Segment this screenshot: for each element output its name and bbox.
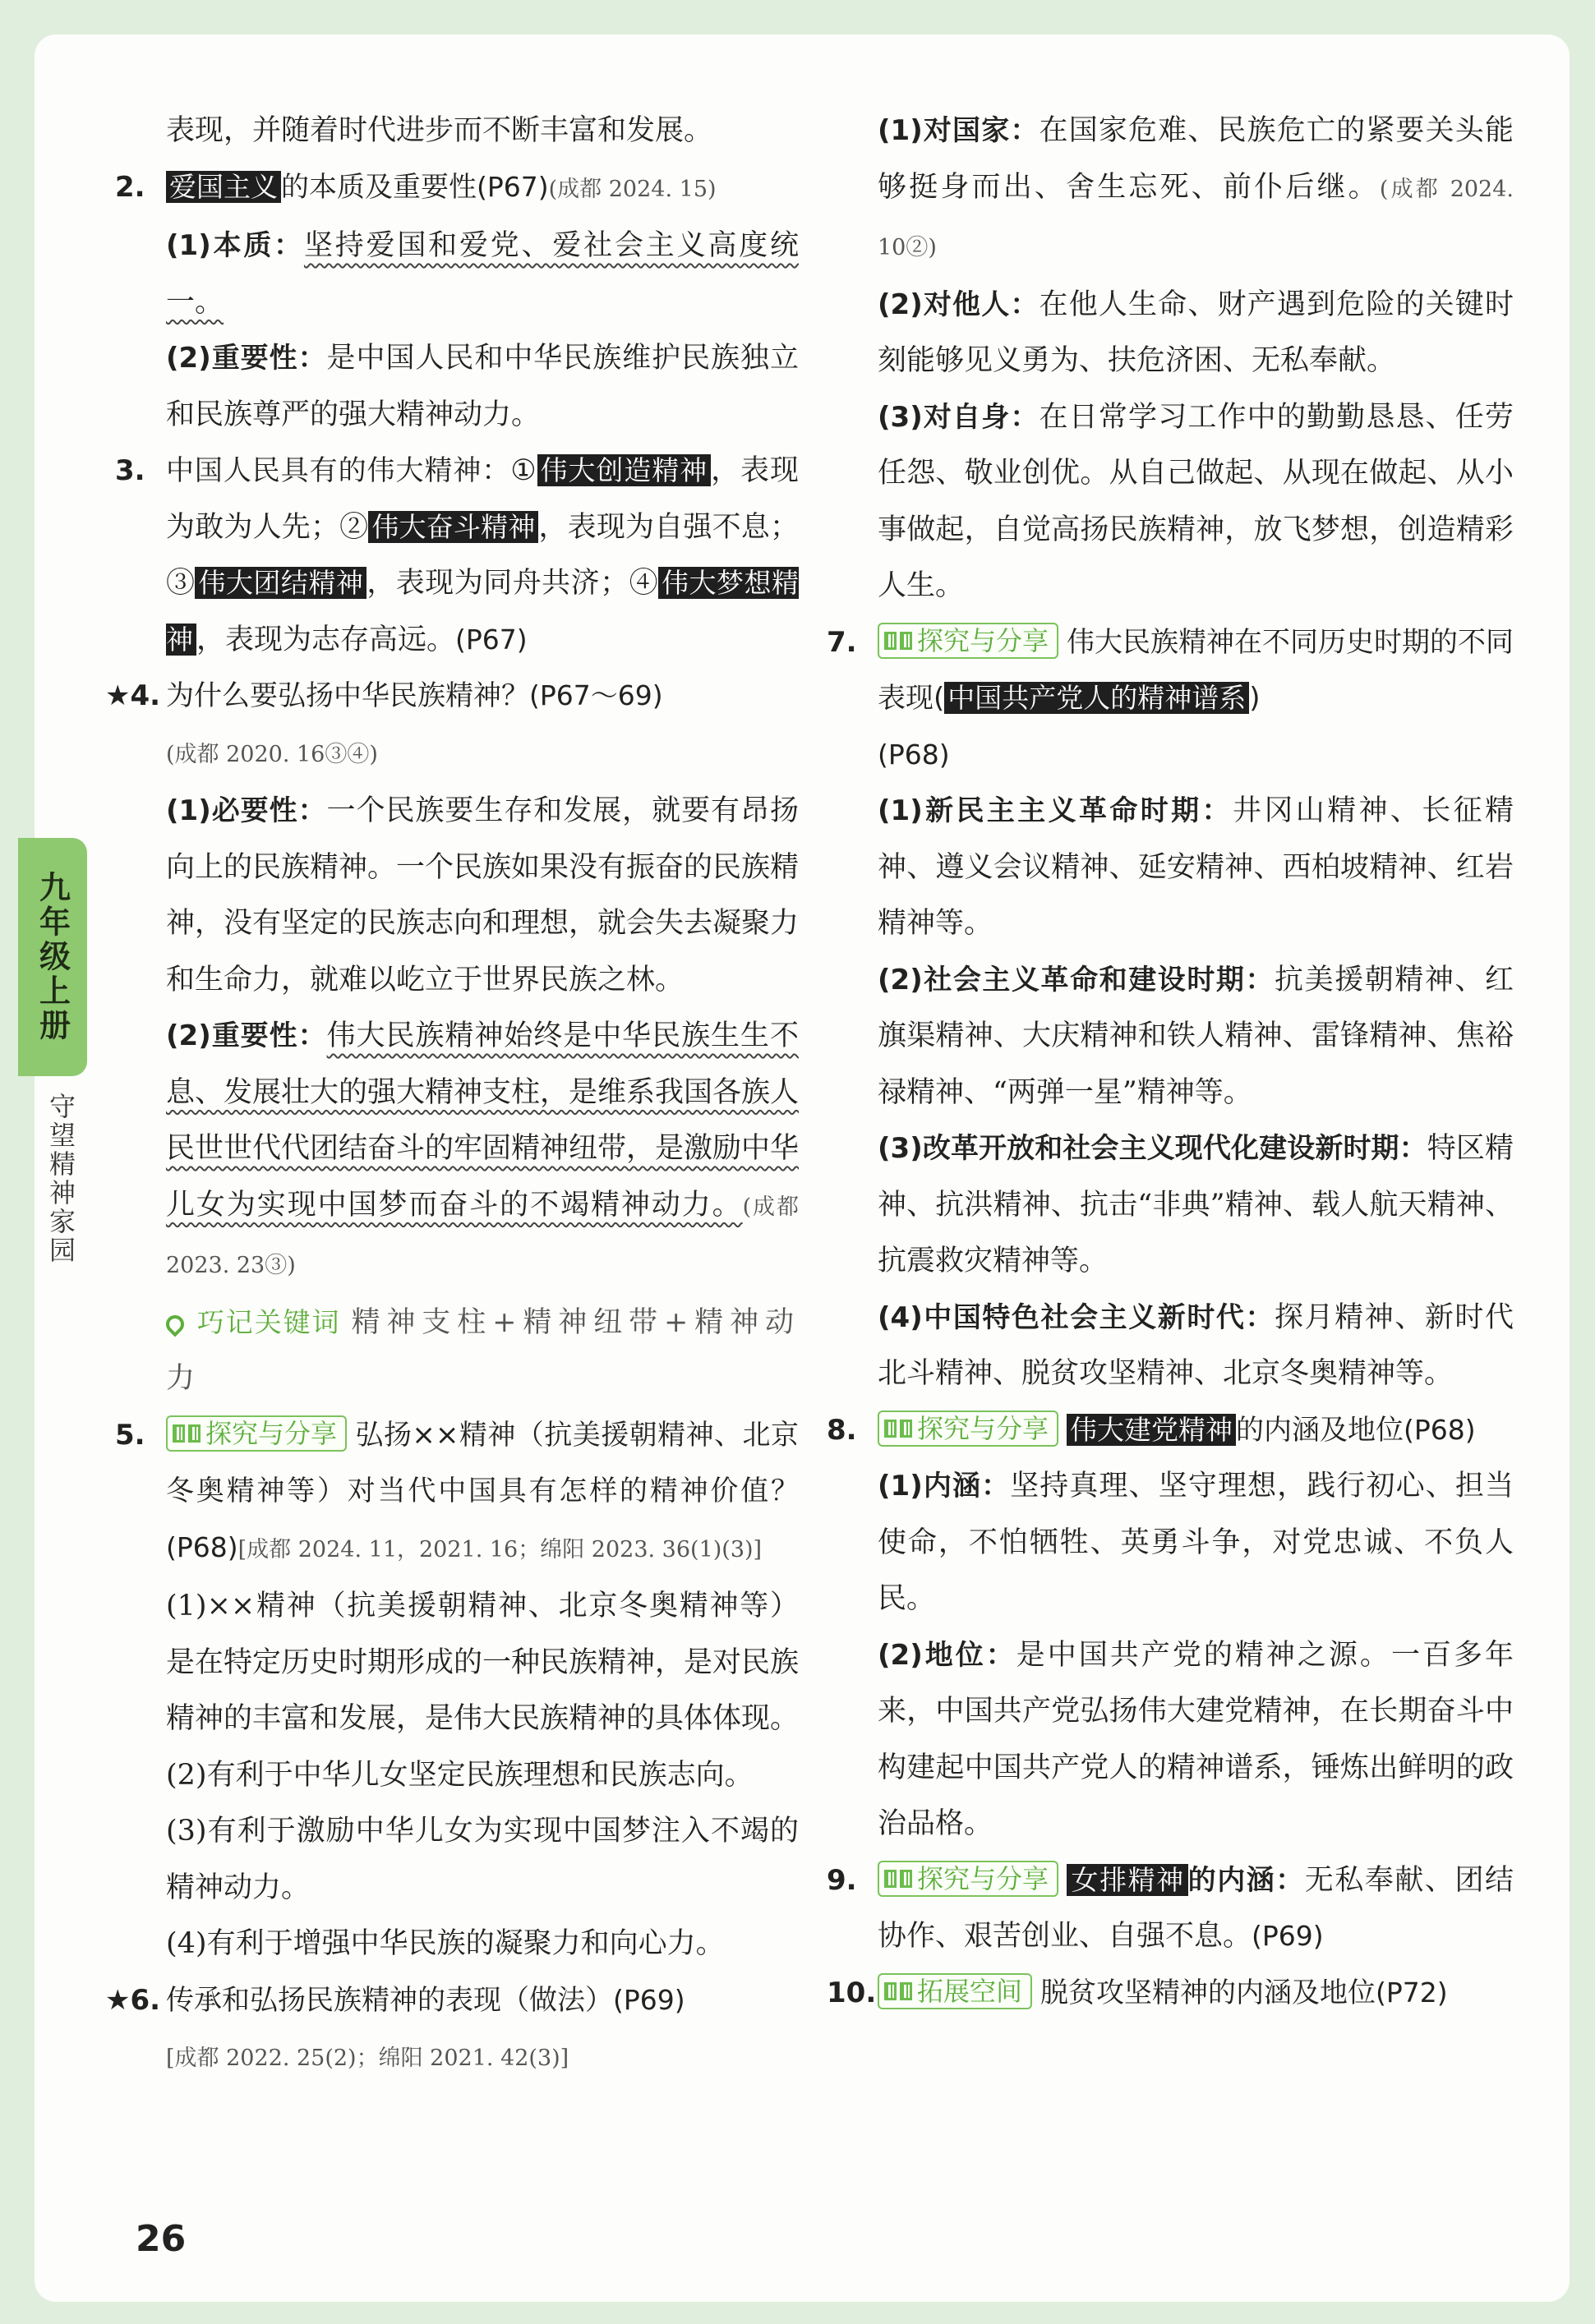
answer-line bbox=[827, 389, 1514, 614]
answer-line bbox=[827, 1290, 1514, 1402]
answer-label: (3)改革开放和社会主义现代化建设新时期： bbox=[878, 1132, 1427, 1165]
highlight-term: 伟大建党精神 bbox=[1067, 1414, 1236, 1446]
answer-line: (1)××精神（抗美援朝精神、北京冬奥精神等）是在特定历史时期形成的一种民族精神，是对民族精神的丰富和发展，是伟大民族精神的具体体现。 bbox=[166, 1590, 800, 1735]
answer-text: ，表现为同舟共济； bbox=[366, 567, 629, 600]
tip-text: 精神支柱+精神纽带+精神动力 bbox=[166, 1305, 799, 1395]
answer-label: (2)重要性： bbox=[166, 342, 327, 375]
exam-ref: (成都 2023. 23③) bbox=[166, 1194, 799, 1278]
memory-tip bbox=[115, 1295, 799, 1407]
question-9 bbox=[827, 1852, 1514, 1965]
page-number: 26 bbox=[136, 2218, 187, 2260]
question-10 bbox=[827, 1965, 1514, 2022]
answer-text: 特区精神、抗洪精神、抗击“非典”精神、载人航天精神、抗震救灾精神等。 bbox=[878, 1132, 1514, 1277]
answer-label: (1)对国家： bbox=[878, 114, 1040, 147]
question-title: 的内涵： bbox=[1187, 1863, 1305, 1897]
question-number: 2. bbox=[115, 170, 145, 204]
page-ref: (P69) bbox=[1252, 1920, 1324, 1952]
location-pin-icon bbox=[162, 1311, 187, 1337]
answer-line: (3)有利于激励中华儿女为实现中国梦注入不竭的精神动力。 bbox=[166, 1815, 799, 1904]
badge-label: 探究与分享 bbox=[917, 1862, 1049, 1894]
grade-label: 九年级上册 bbox=[34, 871, 71, 1043]
answer-label: (1)必要性： bbox=[166, 794, 327, 827]
grade-tab bbox=[18, 838, 87, 1076]
answer-text: ，表现为志存高远。 bbox=[196, 623, 456, 656]
highlight-term: 爱国主义 bbox=[166, 171, 281, 203]
question-title: 弘扬××精神（抗美援朝精神、北京冬奥精神等）对当代中国具有怎样的精神价值？ bbox=[166, 1418, 799, 1507]
answer-line bbox=[827, 952, 1514, 1121]
question-6 bbox=[105, 1972, 799, 2087]
question-title: 脱贫攻坚精神的内涵及地位 bbox=[1040, 1976, 1376, 2009]
answer-text: 在日常学习工作中的勤勤恳恳、任劳任怨、敬业创优。从自己做起、从现在做起、从小事做起，自觉高扬民族精神，放飞梦想，创造精彩人生。 bbox=[878, 400, 1514, 602]
answer-line bbox=[115, 1008, 799, 1295]
intro-line: 表现，并随着时代进步而不断丰富和发展。 bbox=[166, 114, 713, 147]
answer-text: 抗美援朝精神、红旗渠精神、大庆精神和铁人精神、雷锋精神、焦裕禄精神、“两弹一星”精神等。 bbox=[878, 963, 1514, 1109]
book-icon bbox=[884, 1870, 912, 1889]
tip-label: 巧记关键词 bbox=[196, 1305, 341, 1338]
answer-text: 在他人生命、财产遇到危险的关键时刻能够见义勇为、扶危济困、无私奉献。 bbox=[878, 288, 1514, 377]
question-7 bbox=[827, 614, 1514, 784]
question-3 bbox=[115, 443, 799, 668]
answer-line: (2)有利于中华儿女坚定民族理想和民族志向。 bbox=[166, 1758, 754, 1792]
right-column bbox=[827, 103, 1514, 2021]
answer-line bbox=[827, 1458, 1514, 1627]
exam-ref: (成都 2020. 16③④) bbox=[166, 741, 378, 767]
answer-line bbox=[827, 277, 1514, 389]
exam-ref: (成都 2024. 10②) bbox=[878, 176, 1514, 260]
answer-line bbox=[115, 330, 799, 443]
answer-label: (1)内涵： bbox=[878, 1470, 1011, 1503]
book-icon bbox=[173, 1424, 201, 1444]
question-title: 的本质及重要性 bbox=[281, 170, 477, 204]
left-column bbox=[105, 103, 800, 2087]
question-2 bbox=[115, 159, 799, 219]
question-number: 7. bbox=[827, 625, 857, 659]
question-8 bbox=[827, 1402, 1514, 1459]
answer-text: 伟大民族精神始终是中华民族生生不息、发展壮大的强大精神支柱，是维系我国各族人民世世代代团结奋斗的牢固精神纽带，是激励中华儿女为实现中国梦而奋斗的不竭精神动力。 bbox=[166, 1019, 800, 1222]
answer-text: 坚持真理、坚守理想，践行初心、担当使命，不怕牺牲、英勇斗争，对党忠诚、不负人民。 bbox=[878, 1470, 1514, 1615]
badge-label: 探究与分享 bbox=[917, 1412, 1049, 1444]
explore-share-badge bbox=[878, 1411, 1058, 1447]
answer-label: (2)重要性： bbox=[166, 1019, 327, 1052]
answer-label: (1)本质： bbox=[166, 229, 304, 262]
book-icon bbox=[884, 632, 912, 651]
answer-text: 坚持爱国和爱党、爱社会主义高度统一。 bbox=[166, 229, 799, 319]
highlight-term: 伟大梦想精神 bbox=[166, 567, 799, 656]
answer-text: 探月精神、新时代北斗精神、脱贫攻坚精神、北京冬奥精神等。 bbox=[878, 1300, 1514, 1390]
question-title: 为什么要弘扬中华民族精神？ bbox=[166, 679, 529, 712]
answer-text: 无私奉献、团结协作、艰苦创业、自强不息。 bbox=[878, 1863, 1514, 1953]
question-5 bbox=[115, 1407, 799, 1579]
answer-label: (2)对他人： bbox=[878, 288, 1040, 321]
exam-ref: [成都 2022. 25(2)；绵阳 2021. 42(3)] bbox=[166, 2046, 569, 2071]
answer-label: (2)地位： bbox=[878, 1638, 1016, 1672]
page-ref: (P68) bbox=[878, 738, 950, 771]
question-title: 中国人民具有的伟大精神： bbox=[166, 454, 511, 487]
answer-label: (1)新民主主义革命时期： bbox=[878, 794, 1233, 827]
highlight-term: 女排精神 bbox=[1067, 1864, 1188, 1896]
answer-label: (2)社会主义革命和建设时期： bbox=[878, 963, 1275, 996]
question-number: 9. bbox=[827, 1863, 857, 1897]
circled-number: ② bbox=[339, 510, 369, 544]
question-number: 3. bbox=[115, 454, 145, 487]
badge-label: 拓展空间 bbox=[917, 1975, 1023, 2007]
answer-text: 是中国人民和中华民族维护民族独立和民族尊严的强大精神动力。 bbox=[166, 342, 799, 431]
highlight-term: 伟大创造精神 bbox=[537, 454, 712, 486]
badge-label: 探究与分享 bbox=[205, 1417, 338, 1449]
question-number: ★4. bbox=[105, 679, 161, 712]
page-ref: (P69) bbox=[613, 1983, 685, 2016]
answer-text: 是中国共产党的精神之源。一百多年来，中国共产党弘扬伟大建党精神，在长期奋斗中构建起中国共产党人的精神谱系，锤炼出鲜明的政治品格。 bbox=[878, 1638, 1514, 1840]
question-4 bbox=[105, 668, 799, 783]
answer-line bbox=[827, 783, 1514, 952]
page-ref: (P67) bbox=[477, 170, 549, 203]
page-ref: (P72) bbox=[1376, 1976, 1448, 2009]
answer-line: (4)有利于增强中华民族的凝聚力和向心力。 bbox=[166, 1927, 725, 1960]
page-ref: (P67) bbox=[455, 623, 528, 656]
answer-line bbox=[827, 103, 1514, 277]
question-number: ★6. bbox=[105, 1983, 161, 2017]
circled-number: ③ bbox=[166, 567, 196, 600]
question-title: 伟大民族精神在不同历史时期的不同表现( bbox=[878, 625, 1514, 715]
question-number: 8. bbox=[827, 1413, 857, 1447]
badge-label: 探究与分享 bbox=[917, 624, 1049, 656]
answer-line bbox=[115, 783, 799, 1008]
page-ref: (P67～69) bbox=[529, 679, 663, 711]
answer-text: 井冈山精神、长征精神、遵义会议精神、延安精神、西柏坡精神、红岩精神等。 bbox=[878, 794, 1514, 940]
circled-number: ④ bbox=[629, 567, 659, 600]
answer-text: 一个民族要生存和发展，就要有昂扬向上的民族精神。一个民族如果没有振奋的民族精神，没有坚定的民族志向和理想，就会失去凝聚力和生命力，就难以屹立于世界民族之林。 bbox=[166, 794, 800, 996]
book-icon bbox=[884, 1420, 912, 1439]
book-icon bbox=[884, 1982, 912, 2002]
highlight-term: 伟大团结精神 bbox=[195, 567, 366, 599]
answer-text: ，表现为敢为人先； bbox=[166, 454, 799, 544]
question-number: 5. bbox=[115, 1418, 145, 1452]
answer-label: (3)对自身： bbox=[878, 400, 1040, 434]
explore-share-badge bbox=[878, 623, 1058, 659]
answer-text: 在国家危难、民族危亡的紧要关头能够挺身而出、舍生忘死、前仆后继。 bbox=[878, 114, 1514, 204]
highlight-term: 伟大奋斗精神 bbox=[368, 511, 538, 543]
answer-line bbox=[827, 1627, 1514, 1852]
question-number: 10. bbox=[827, 1976, 877, 2009]
expand-space-badge bbox=[878, 1973, 1032, 2009]
exam-ref: (成都 2024. 15) bbox=[548, 176, 717, 202]
answer-label: (4)中国特色社会主义新时代： bbox=[878, 1300, 1275, 1334]
explore-share-badge bbox=[166, 1415, 347, 1452]
circled-number: ① bbox=[510, 454, 537, 487]
answer-line bbox=[115, 218, 799, 330]
explore-share-badge bbox=[878, 1861, 1058, 1897]
page-ref: (P68) bbox=[166, 1530, 238, 1563]
unit-label-box bbox=[36, 1093, 85, 1290]
page-ref: (P68) bbox=[1404, 1413, 1476, 1446]
answer-line bbox=[827, 1121, 1514, 1290]
question-title: 传承和弘扬民族精神的表现（做法） bbox=[166, 1983, 613, 2017]
question-title: 的内涵及地位 bbox=[1236, 1413, 1404, 1447]
question-title-end: ) bbox=[1249, 682, 1261, 715]
highlight-term: 中国共产党人的精神谱系 bbox=[944, 682, 1249, 714]
exam-ref: [成都 2024. 11，2021. 16；绵阳 2023. 36(1)(3)] bbox=[237, 1536, 763, 1562]
answer-text: ，表现为自强不息； bbox=[538, 510, 799, 544]
unit-label: 守望精神家园 bbox=[45, 1093, 76, 1265]
